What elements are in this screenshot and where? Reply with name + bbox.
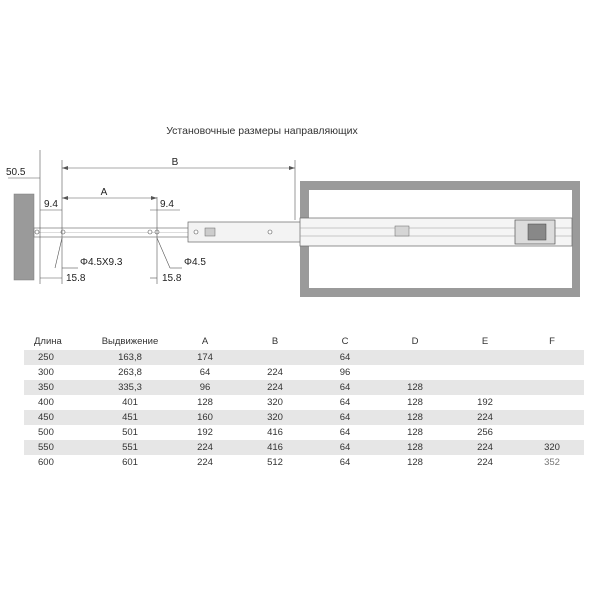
header-length: Длина [24,332,90,350]
header-f: F [520,332,584,350]
cell-d: 128 [380,380,450,395]
cell-e: 224 [450,410,520,425]
cell-extension: 501 [90,425,170,440]
cell-e [450,350,520,365]
cell-length: 450 [24,410,90,425]
cell-a: 174 [170,350,240,365]
header-e: E [450,332,520,350]
dimension-arrows [62,166,295,200]
dimensions-table [24,332,584,470]
cell-b: 416 [240,425,310,440]
cell-extension: 335,3 [90,380,170,395]
cell-length: 500 [24,425,90,440]
table-row [24,425,584,440]
cell-b: 320 [240,410,310,425]
cell-f: 352 [520,455,584,470]
dim-left-offset-1: 9.4 [44,199,58,210]
cell-d: 128 [380,395,450,410]
cell-a: 224 [170,455,240,470]
cell-e: 224 [450,440,520,455]
drawing-title: Установочные размеры направляющих [166,125,358,137]
table-row [24,440,584,455]
table-header-row [24,332,584,350]
cell-b: 224 [240,380,310,395]
cell-a: 192 [170,425,240,440]
cell-extension: 551 [90,440,170,455]
cell-a: 128 [170,395,240,410]
dimension-lines [8,150,295,284]
cell-length: 400 [24,395,90,410]
cell-f [520,365,584,380]
cell-a: 160 [170,410,240,425]
slide-rail [34,218,572,246]
cell-d [380,350,450,365]
header-extension: Выдвижение [90,332,170,350]
cell-c: 64 [310,425,380,440]
cell-a: 64 [170,365,240,380]
table-row [24,395,584,410]
cell-c: 64 [310,410,380,425]
cell-e: 224 [450,455,520,470]
cell-d: 128 [380,425,450,440]
cell-b: 416 [240,440,310,455]
dim-left-offset-2: 9.4 [160,199,174,210]
cell-extension: 401 [90,395,170,410]
cell-c: 96 [310,365,380,380]
dim-b-label: B [171,157,179,168]
cell-b: 320 [240,395,310,410]
dim-a-label: A [100,187,108,198]
cell-b: 224 [240,365,310,380]
table-row [24,410,584,425]
table-row [24,380,584,395]
dim-offset-label: 50.5 [6,167,26,178]
cell-extension: 451 [90,410,170,425]
dim-spacing-2: 15.8 [162,273,182,284]
cell-length: 600 [24,455,90,470]
cell-c: 64 [310,350,380,365]
header-b: B [240,332,310,350]
cell-length: 550 [24,440,90,455]
cell-e [450,365,520,380]
cell-f [520,380,584,395]
cell-f [520,410,584,425]
cell-length: 250 [24,350,90,365]
table-row [24,350,584,365]
cell-e [450,380,520,395]
cell-length: 300 [24,365,90,380]
cell-c: 64 [310,380,380,395]
cell-d [380,365,450,380]
cell-c: 64 [310,455,380,470]
cell-a: 224 [170,440,240,455]
header-c: C [310,332,380,350]
dim-hole-2: Φ4.5 [184,257,206,268]
cell-extension: 163,8 [90,350,170,365]
cabinet-side-panel [14,194,34,280]
cell-f [520,350,584,365]
cell-e: 192 [450,395,520,410]
header-d: D [380,332,450,350]
table-row [24,365,584,380]
cell-d: 128 [380,440,450,455]
cell-f [520,425,584,440]
cell-f [520,395,584,410]
cell-b [240,350,310,365]
cell-a: 96 [170,380,240,395]
cell-extension: 263,8 [90,365,170,380]
dim-spacing-1: 15.8 [66,273,86,284]
cell-length: 350 [24,380,90,395]
cell-c: 64 [310,440,380,455]
table-row [24,455,584,470]
cell-d: 128 [380,410,450,425]
dim-hole-1: Φ4.5X9.3 [80,257,123,268]
cell-f: 320 [520,440,584,455]
cell-d: 128 [380,455,450,470]
header-a: A [170,332,240,350]
cell-e: 256 [450,425,520,440]
cell-c: 64 [310,395,380,410]
cell-b: 512 [240,455,310,470]
cell-extension: 601 [90,455,170,470]
